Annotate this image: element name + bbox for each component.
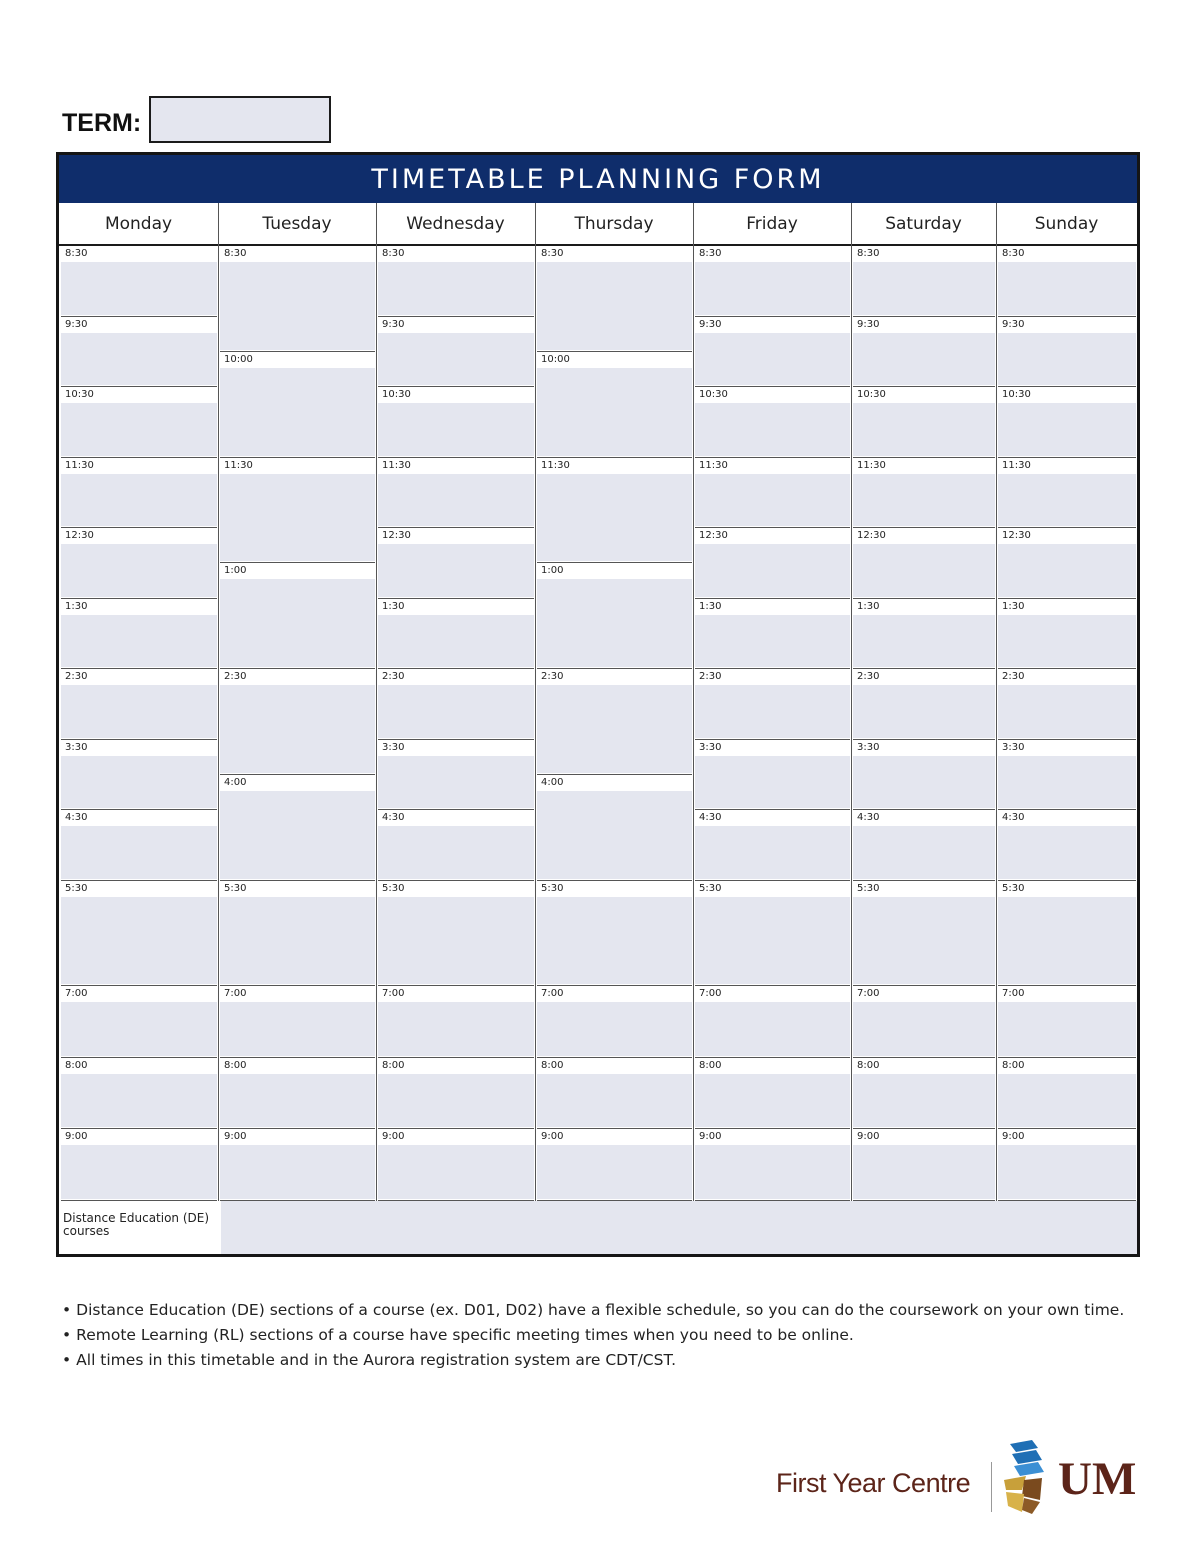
- time-slot[interactable]: [537, 775, 692, 881]
- time-slot-label: 10:30: [998, 387, 1136, 403]
- time-slot-field[interactable]: [695, 474, 850, 527]
- time-slot-label: 7:00: [220, 986, 375, 1002]
- time-slot-field[interactable]: [220, 262, 375, 350]
- time-slot[interactable]: [998, 246, 1136, 317]
- footer-divider: [991, 1462, 992, 1512]
- time-slot-field[interactable]: [61, 262, 217, 315]
- time-slot[interactable]: [220, 881, 375, 986]
- time-slot-label: 3:30: [378, 740, 534, 756]
- time-slot[interactable]: [537, 1129, 692, 1201]
- time-slot[interactable]: [998, 387, 1136, 458]
- time-slot[interactable]: [378, 740, 534, 811]
- time-slot[interactable]: [378, 458, 534, 529]
- time-slot[interactable]: [695, 740, 850, 811]
- time-slot-field[interactable]: [537, 474, 692, 562]
- time-slot[interactable]: [998, 599, 1136, 670]
- column-divider: [218, 203, 219, 1201]
- time-slot-label: 10:30: [695, 387, 850, 403]
- time-slot[interactable]: [537, 352, 692, 458]
- time-slot-field[interactable]: [695, 826, 850, 879]
- time-slot[interactable]: [378, 881, 534, 986]
- time-slot-field[interactable]: [853, 1145, 995, 1199]
- time-slot-label: 7:00: [378, 986, 534, 1002]
- time-slot-field[interactable]: [537, 368, 692, 456]
- time-slot[interactable]: [998, 740, 1136, 811]
- time-slot[interactable]: [537, 986, 692, 1058]
- time-slot-label: 8:30: [998, 246, 1136, 262]
- time-slot-field[interactable]: [695, 685, 850, 738]
- time-slot-label: 10:30: [378, 387, 534, 403]
- time-slot-label: 4:30: [695, 810, 850, 826]
- time-slot[interactable]: [220, 458, 375, 564]
- time-slot-field[interactable]: [220, 474, 375, 562]
- time-slot[interactable]: [61, 599, 217, 670]
- time-slot-label: 2:30: [378, 669, 534, 685]
- time-slot[interactable]: [998, 1058, 1136, 1130]
- day-header-wednesday: Wednesday: [376, 203, 535, 246]
- time-slot-label: 9:00: [998, 1129, 1136, 1145]
- time-slot-label: 10:00: [537, 352, 692, 368]
- time-slot-label: 8:00: [998, 1058, 1136, 1074]
- time-slot-label: 5:30: [220, 881, 375, 897]
- time-slot[interactable]: [378, 599, 534, 670]
- time-slot[interactable]: [853, 317, 995, 388]
- time-slot-label: 7:00: [853, 986, 995, 1002]
- time-slot[interactable]: [998, 528, 1136, 599]
- time-slot-label: 9:30: [378, 317, 534, 333]
- time-slot-field[interactable]: [220, 368, 375, 456]
- time-slot-label: 2:30: [220, 669, 375, 685]
- time-slot-label: 3:30: [998, 740, 1136, 756]
- time-slot-label: 8:00: [853, 1058, 995, 1074]
- time-slot-field[interactable]: [220, 1074, 375, 1128]
- time-slot[interactable]: [537, 881, 692, 986]
- time-slot[interactable]: [695, 246, 850, 317]
- time-slot-label: 8:30: [695, 246, 850, 262]
- time-slot-field[interactable]: [61, 403, 217, 456]
- time-slot-field[interactable]: [853, 826, 995, 879]
- time-slot[interactable]: [378, 1058, 534, 1130]
- notes-list: [62, 1298, 1124, 1373]
- time-slot-label: 4:30: [61, 810, 217, 826]
- time-slot[interactable]: [998, 881, 1136, 986]
- time-slot[interactable]: [537, 563, 692, 669]
- time-slot-field[interactable]: [61, 615, 217, 668]
- time-slot-label: 4:00: [220, 775, 375, 791]
- time-slot-label: 9:00: [61, 1129, 217, 1145]
- term-label: TERM:: [62, 109, 142, 137]
- time-slot[interactable]: [378, 986, 534, 1058]
- time-slot-label: 4:30: [998, 810, 1136, 826]
- time-slot[interactable]: [695, 810, 850, 881]
- time-slot[interactable]: [537, 246, 692, 352]
- time-slot-label: 11:30: [853, 458, 995, 474]
- time-slot-label: 10:30: [61, 387, 217, 403]
- time-slot[interactable]: [61, 246, 217, 317]
- time-slot-label: 11:30: [537, 458, 692, 474]
- time-slot[interactable]: [378, 1129, 534, 1201]
- time-slot-field[interactable]: [378, 826, 534, 879]
- time-slot-label: 1:30: [695, 599, 850, 615]
- time-slot-field[interactable]: [998, 262, 1136, 315]
- time-slot-field[interactable]: [378, 685, 534, 738]
- time-slot-label: 1:00: [220, 563, 375, 579]
- time-slot[interactable]: [61, 458, 217, 529]
- time-slot-field[interactable]: [695, 403, 850, 456]
- time-slot-label: 12:30: [998, 528, 1136, 544]
- time-slot-field[interactable]: [853, 756, 995, 809]
- time-slot[interactable]: [998, 669, 1136, 740]
- time-slot[interactable]: [853, 458, 995, 529]
- time-slot-field[interactable]: [695, 1145, 850, 1199]
- time-slot[interactable]: [220, 1129, 375, 1201]
- time-slot-field[interactable]: [998, 403, 1136, 456]
- time-slot-label: 7:00: [537, 986, 692, 1002]
- time-slot-field[interactable]: [998, 1145, 1136, 1199]
- time-slot-field[interactable]: [853, 333, 995, 386]
- time-slot-field[interactable]: [61, 1002, 217, 1056]
- time-slot[interactable]: [61, 740, 217, 811]
- time-slot[interactable]: [220, 1058, 375, 1130]
- time-slot-label: 9:00: [220, 1129, 375, 1145]
- time-slot[interactable]: [853, 246, 995, 317]
- time-slot-field[interactable]: [998, 826, 1136, 879]
- time-slot[interactable]: [998, 1129, 1136, 1201]
- time-slot-label: 9:30: [61, 317, 217, 333]
- time-slot[interactable]: [853, 740, 995, 811]
- time-slot-field[interactable]: [537, 897, 692, 984]
- time-slot-field[interactable]: [378, 756, 534, 809]
- time-slot-field[interactable]: [537, 579, 692, 667]
- timetable-form: [56, 152, 1140, 1257]
- time-slot-label: 3:30: [853, 740, 995, 756]
- column-divider: [535, 203, 536, 1201]
- time-slot-label: 11:30: [61, 458, 217, 474]
- time-slot-field[interactable]: [853, 897, 995, 984]
- time-slot[interactable]: [220, 352, 375, 458]
- term-input[interactable]: [149, 96, 331, 143]
- time-slot-field[interactable]: [998, 756, 1136, 809]
- time-slot[interactable]: [853, 599, 995, 670]
- time-slot-field[interactable]: [378, 544, 534, 597]
- time-slot[interactable]: [61, 528, 217, 599]
- time-slot-label: 4:30: [853, 810, 995, 826]
- note-item: • Distance Education (DE) sections of a course (ex. D01, D02) have a flexible schedule, so you can do the coursework on your own time.: [62, 1298, 1124, 1323]
- time-slot-label: 2:30: [537, 669, 692, 685]
- time-slot-field[interactable]: [695, 1074, 850, 1128]
- time-slot-field[interactable]: [61, 756, 217, 809]
- time-slot-field[interactable]: [61, 544, 217, 597]
- day-header-thursday: Thursday: [535, 203, 693, 246]
- time-slot-label: 12:30: [61, 528, 217, 544]
- time-slot-label: 8:00: [378, 1058, 534, 1074]
- time-slot-field[interactable]: [61, 333, 217, 386]
- time-slot-field[interactable]: [853, 474, 995, 527]
- time-slot-field[interactable]: [998, 897, 1136, 984]
- time-slot-field[interactable]: [695, 1002, 850, 1056]
- day-header-saturday: Saturday: [851, 203, 996, 246]
- time-slot-label: 8:00: [220, 1058, 375, 1074]
- time-slot-field[interactable]: [998, 1002, 1136, 1056]
- time-slot[interactable]: [853, 1058, 995, 1130]
- time-slot-label: 4:00: [537, 775, 692, 791]
- time-slot-field[interactable]: [537, 1074, 692, 1128]
- time-slot-field[interactable]: [220, 791, 375, 879]
- time-slot-field[interactable]: [853, 1074, 995, 1128]
- note-item: • Remote Learning (RL) sections of a course have specific meeting times when you need to be online.: [62, 1323, 1124, 1348]
- time-slot-field[interactable]: [537, 685, 692, 773]
- time-slot-label: 10:30: [853, 387, 995, 403]
- time-slot-label: 1:30: [998, 599, 1136, 615]
- footer-logo: [776, 1438, 1146, 1518]
- time-slot-label: 8:30: [378, 246, 534, 262]
- time-slot-field[interactable]: [220, 897, 375, 984]
- time-slot-field[interactable]: [998, 544, 1136, 597]
- time-slot-label: 5:30: [537, 881, 692, 897]
- time-slot[interactable]: [695, 669, 850, 740]
- time-slot-field[interactable]: [378, 897, 534, 984]
- time-slot-label: 12:30: [853, 528, 995, 544]
- time-slot[interactable]: [61, 1129, 217, 1201]
- time-slot[interactable]: [695, 1058, 850, 1130]
- time-slot-field[interactable]: [378, 1002, 534, 1056]
- time-slot-field[interactable]: [853, 262, 995, 315]
- time-slot[interactable]: [998, 458, 1136, 529]
- time-slot-label: 2:30: [853, 669, 995, 685]
- time-slot-field[interactable]: [695, 333, 850, 386]
- time-slot[interactable]: [695, 458, 850, 529]
- time-slot-label: 9:30: [998, 317, 1136, 333]
- time-slot[interactable]: [695, 387, 850, 458]
- time-slot-label: 1:00: [537, 563, 692, 579]
- time-slot[interactable]: [853, 387, 995, 458]
- time-slot-field[interactable]: [61, 474, 217, 527]
- time-slot-label: 11:30: [695, 458, 850, 474]
- time-slot-field[interactable]: [61, 826, 217, 879]
- time-slot-label: 9:30: [853, 317, 995, 333]
- time-slot-label: 12:30: [695, 528, 850, 544]
- time-slot-label: 3:30: [695, 740, 850, 756]
- time-slot[interactable]: [220, 246, 375, 352]
- time-slot-label: 7:00: [695, 986, 850, 1002]
- column-divider: [851, 203, 852, 1201]
- time-slot-label: 5:30: [998, 881, 1136, 897]
- time-slot[interactable]: [853, 1129, 995, 1201]
- first-year-centre-text: First Year Centre: [776, 1468, 971, 1498]
- time-slot-field[interactable]: [695, 615, 850, 668]
- column-divider: [376, 203, 377, 1201]
- column-divider: [996, 203, 997, 1201]
- time-slot-field[interactable]: [853, 1002, 995, 1056]
- time-slot-label: 7:00: [998, 986, 1136, 1002]
- time-slot[interactable]: [998, 810, 1136, 881]
- time-slot-label: 9:00: [695, 1129, 850, 1145]
- time-slot-label: 9:00: [853, 1129, 995, 1145]
- time-slot[interactable]: [853, 669, 995, 740]
- time-slot[interactable]: [61, 810, 217, 881]
- time-slot-label: 8:00: [61, 1058, 217, 1074]
- time-slot-field[interactable]: [695, 897, 850, 984]
- time-slot[interactable]: [378, 669, 534, 740]
- time-slot-field[interactable]: [853, 615, 995, 668]
- time-slot[interactable]: [695, 986, 850, 1058]
- time-slot-field[interactable]: [220, 579, 375, 667]
- time-slot-field[interactable]: [998, 685, 1136, 738]
- time-slot[interactable]: [853, 986, 995, 1058]
- time-slot-field[interactable]: [378, 333, 534, 386]
- time-slot[interactable]: [220, 986, 375, 1058]
- time-slot-label: 2:30: [695, 669, 850, 685]
- time-slot-label: 8:30: [537, 246, 692, 262]
- time-slot[interactable]: [695, 317, 850, 388]
- time-slot-label: 8:30: [220, 246, 375, 262]
- time-slot[interactable]: [61, 986, 217, 1058]
- time-slot-field[interactable]: [378, 474, 534, 527]
- time-slot[interactable]: [61, 669, 217, 740]
- time-slot-label: 8:00: [537, 1058, 692, 1074]
- time-slot[interactable]: [695, 1129, 850, 1201]
- time-slot-field[interactable]: [998, 1074, 1136, 1128]
- time-slot-field[interactable]: [537, 262, 692, 350]
- note-item: • All times in this timetable and in the Aurora registration system are CDT/CST.: [62, 1348, 1124, 1373]
- time-slot[interactable]: [220, 669, 375, 775]
- time-slot-field[interactable]: [537, 791, 692, 879]
- time-slot-label: 5:30: [378, 881, 534, 897]
- time-slot-field[interactable]: [695, 544, 850, 597]
- time-slot-field[interactable]: [998, 615, 1136, 668]
- time-slot[interactable]: [537, 669, 692, 775]
- time-slot[interactable]: [853, 810, 995, 881]
- time-slot-field[interactable]: [998, 333, 1136, 386]
- time-slot-field[interactable]: [853, 685, 995, 738]
- form-title: TIMETABLE PLANNING FORM: [59, 155, 1137, 203]
- time-slot-label: 5:30: [695, 881, 850, 897]
- time-slot-field[interactable]: [378, 615, 534, 668]
- time-slot[interactable]: [695, 881, 850, 986]
- time-slot[interactable]: [61, 387, 217, 458]
- time-slot[interactable]: [378, 317, 534, 388]
- time-slot[interactable]: [998, 986, 1136, 1058]
- time-slot[interactable]: [220, 563, 375, 669]
- time-slot[interactable]: [378, 810, 534, 881]
- time-slot-field[interactable]: [220, 685, 375, 773]
- time-slot-label: 12:30: [378, 528, 534, 544]
- day-header-friday: Friday: [693, 203, 851, 246]
- um-logo-text: UM: [1058, 1453, 1137, 1505]
- time-slot-field[interactable]: [853, 403, 995, 456]
- time-slot-field[interactable]: [220, 1002, 375, 1056]
- time-slot-field[interactable]: [853, 544, 995, 597]
- day-header-monday: Monday: [59, 203, 218, 246]
- time-slot[interactable]: [853, 881, 995, 986]
- time-slot-label: 1:30: [61, 599, 217, 615]
- time-slot-label: 3:30: [61, 740, 217, 756]
- column-divider: [693, 203, 694, 1201]
- time-slot-label: 8:00: [695, 1058, 850, 1074]
- time-slot[interactable]: [537, 458, 692, 564]
- time-slot[interactable]: [61, 881, 217, 986]
- time-slot[interactable]: [61, 317, 217, 388]
- time-slot-label: 2:30: [61, 669, 217, 685]
- time-slot-label: 8:30: [61, 246, 217, 262]
- de-courses-field[interactable]: [221, 1201, 1137, 1254]
- time-slot-label: 2:30: [998, 669, 1136, 685]
- time-slot-field[interactable]: [61, 685, 217, 738]
- time-slot-label: 11:30: [378, 458, 534, 474]
- day-header-tuesday: Tuesday: [218, 203, 376, 246]
- time-slot[interactable]: [998, 317, 1136, 388]
- de-row-label: Distance Education (DE) courses: [63, 1211, 210, 1238]
- time-slot[interactable]: [378, 387, 534, 458]
- time-slot-label: 1:30: [853, 599, 995, 615]
- time-slot[interactable]: [537, 1058, 692, 1130]
- time-slot[interactable]: [220, 775, 375, 881]
- time-slot-label: 5:30: [61, 881, 217, 897]
- time-slot-label: 5:30: [853, 881, 995, 897]
- time-slot[interactable]: [378, 528, 534, 599]
- time-slot-label: 9:30: [695, 317, 850, 333]
- time-slot[interactable]: [695, 599, 850, 670]
- time-slot-label: 10:00: [220, 352, 375, 368]
- time-slot-field[interactable]: [61, 1145, 217, 1199]
- time-slot-field[interactable]: [695, 262, 850, 315]
- time-slot-field[interactable]: [61, 897, 217, 984]
- time-slot-label: 11:30: [998, 458, 1136, 474]
- time-slot-label: 11:30: [220, 458, 375, 474]
- time-slot[interactable]: [853, 528, 995, 599]
- time-slot-field[interactable]: [378, 262, 534, 315]
- time-slot-field[interactable]: [695, 756, 850, 809]
- time-slot-field[interactable]: [220, 1145, 375, 1199]
- day-header-sunday: Sunday: [996, 203, 1137, 246]
- time-slot-label: 1:30: [378, 599, 534, 615]
- time-slot-field[interactable]: [61, 1074, 217, 1128]
- crest-icon: [1002, 1440, 1048, 1514]
- time-slot-field[interactable]: [378, 1145, 534, 1199]
- time-slot-label: 9:00: [378, 1129, 534, 1145]
- time-slot[interactable]: [378, 246, 534, 317]
- time-slot-field[interactable]: [378, 403, 534, 456]
- time-slot-label: 7:00: [61, 986, 217, 1002]
- time-slot-label: 8:30: [853, 246, 995, 262]
- time-slot[interactable]: [61, 1058, 217, 1130]
- time-slot-field[interactable]: [537, 1145, 692, 1199]
- time-slot[interactable]: [695, 528, 850, 599]
- time-slot-field[interactable]: [378, 1074, 534, 1128]
- time-slot-field[interactable]: [537, 1002, 692, 1056]
- time-slot-label: 9:00: [537, 1129, 692, 1145]
- time-slot-field[interactable]: [998, 474, 1136, 527]
- time-slot-label: 4:30: [378, 810, 534, 826]
